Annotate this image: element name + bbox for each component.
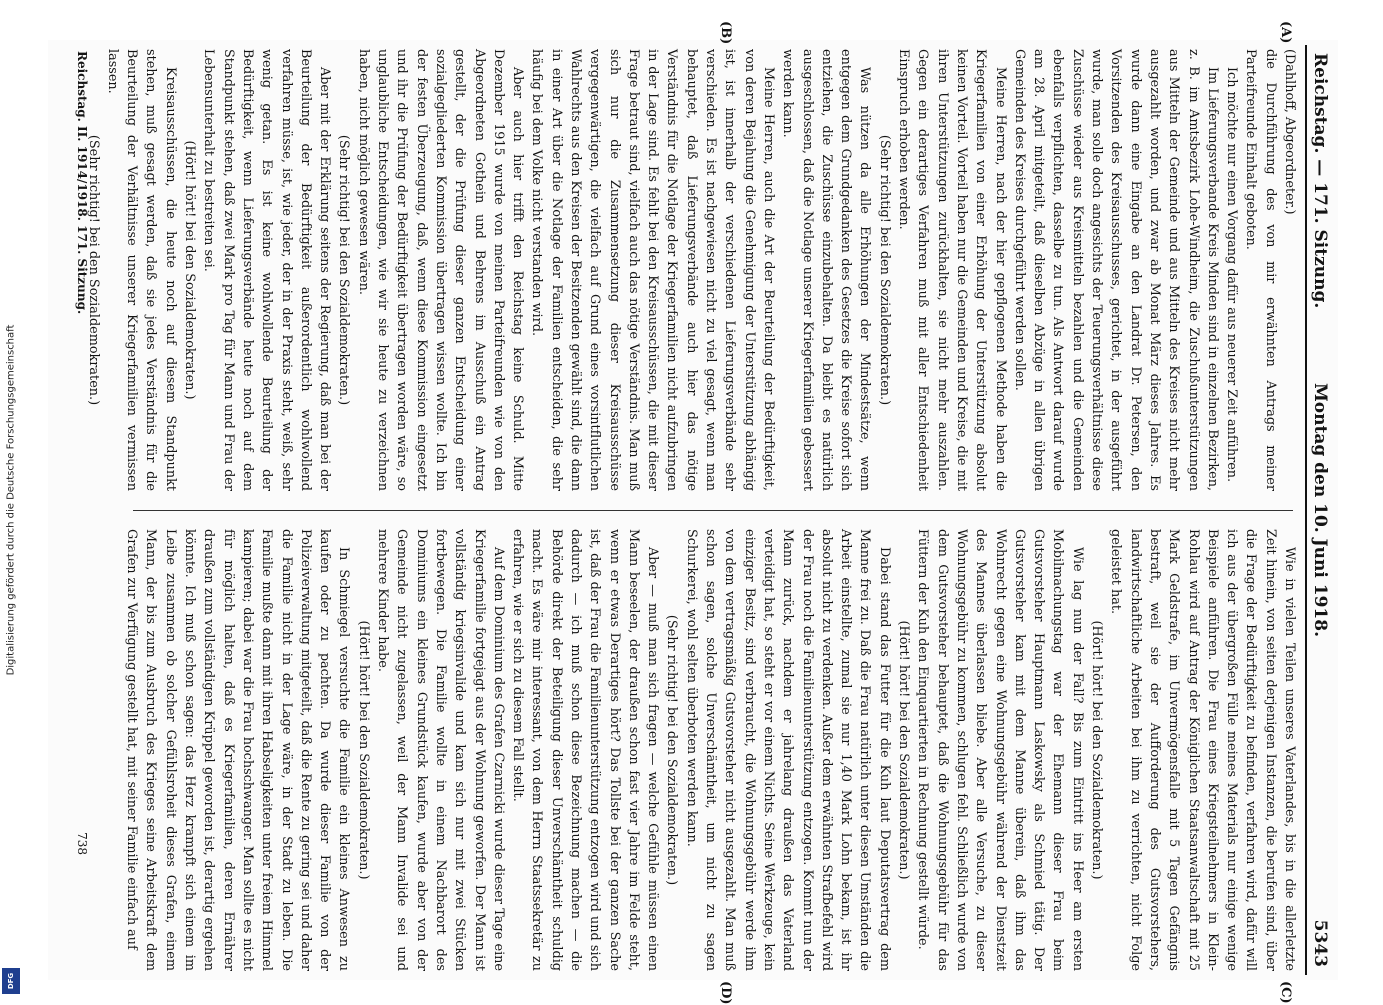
paragraph: die Durchführung des von mir erwähnten Antrags meiner Parteifreunde Einhalt geboten. [1243,49,1278,491]
paragraph: Auf dem Dominium des Grafen Czarnicki wurde dieser Tage eine Kriegerfamilie fortgejagt aus der Wohnung geworfen. Der Mann ist vollständig kriegsinvalide und kam sich nur mit zwei Stücken fortbewegen. Die Familie wollte in einem Nachbarort des Dominiums ein kleines Grundstück kaufen, wurde aber von der Gemeinde nicht zugelassen, weil der Mann Invalide sei und mehrere Kinder habe. [375,529,506,971]
paragraph: Wie lag nun der Fall? Bis zum Eintritt ins Heer am ersten Mobilmachungstag war der Ehemann dieser Frau beim Gutsvorsteher Hauptmann Laskowsky als Schmied tätig. Der Gutsvorsteher kam mit dem Manne überein, daß ihm das Wohnrecht gegen eine Wohnungsgebühr während der Dienstzeit des Mannes überlassen bliebe. Aber alle Versuche, zu dieser Wohnungsgebühr zu kommen, schlugen fehl. Schließlich wurde von dem Gutsvorsteher behauptet, daß die Wohnungsgebühr für das Füttern der Kuh den Einquartierten in Rechnung gestellt würde. [915,529,1085,971]
footer-session: Reichstag. II. 1914/1918. 171. Sitzung. [75,51,89,315]
right-column [99,529,1299,971]
paragraph: Meine Herren, nach der hier gepflogenen Methode haben die Kriegerfamilien von einer Erhöhung der Unterstützung absolut keinen Vorteil. Vorteil haben nur die Gemeinden und Kreise, die mit ihren Unterstützungen zurückhalten, sie nicht mehr auszahlen. Gegen ein derartiges Verfahren muß mit aller Entschiedenheit Einspruch erhoben werden. [896,49,1008,491]
interjection: (Sehr richtig! bei den Sozialdemokraten.) [664,614,680,886]
page-content [53,21,1333,1005]
margin-mark-c: (C) [1278,981,1293,1004]
page-footer [67,45,89,975]
header-page-number: 5343 [1310,919,1330,967]
margin-mark-d: (D) [718,981,733,1005]
interjection: (Hört! hört! bei den Sozialdemokraten.) [182,140,198,400]
dfg-logo-text: DFG [7,972,15,990]
paragraph: Was nützen da alle Erhöhungen der Mindestsätze, wenn entgegen dem Grundgedanken des Gesetzes die Kreise sofort sich entziehen, die Zuschüsse einzubehalten. Da bleibt es natürlich ausgeschlossen, daß die Notlage unserer Kriegerfamilien gebessert werden kann. [780,49,873,491]
interjection: (Sehr richtig! bei den Sozialdemokraten.) [876,134,892,406]
interjection: (Hört! hört! bei den Sozialdemokraten.) [896,620,912,880]
paragraph: Aber auch hier trifft den Reichstag keine Schuld. Mitte Dezember 1915 wurde von meinen Parteifreunden wie von den Abgeordneten Gothein und Behrens im Ausschuß ein Antrag gestellt, der die Prüfung dieser ganzen Entscheidung einer sozialgegliederten Kommission übertragen wissen wollte. Ich bin der festen Überzeugung, daß, wenn diese Kommission eingesetzt und ihr die Prüfung der Bedürftigkeit übertragen worden wäre, so unglaubliche Entscheidungen, wie wir sie heute zu verzeichnen haben, nicht möglich gewesen wären. [355,49,526,491]
paragraph: Im Lieferungsverbande Kreis Minden sind in einzelnen Bezirken, z. B. im Amtsbezirk Lohe-Windheim, die Zuschußunterstützungen aus Mitteln der Gemeinde und aus Mitteln des Kreises nicht mehr ausgezahlt worden, und zwar ab Monat März dieses Jahres. Es wurde dann eine Eingabe an den Landrat Dr. Petersen, den Vorsitzenden des Kreisausschusses, gerichtet, in der ausgeführt wurde, man solle doch angesichts der Teuerungsverhältnisse diese Zuschüsse wieder aus Kreismitteln bezahlen und die Gemeinden ebenfalls verpflichten, dasselbe zu tun. Als Antwort darauf wurde am 28. April mitgeteilt, daß dieselben Abzüge in allen übrigen Gemeinden des Kreises durchgeführt werden sollen. [1011,49,1220,491]
interjection: (Sehr richtig! bei den Sozialdemokraten.) [85,134,101,406]
paragraph: In Schmiegel versuchte die Familie ein kleines Anwesen zu kaufen oder zu pachten. Da wurde dieser Familie von der Polizeiverwaltung mitgeteilt, daß die Rente zu gering sei und daher die Familie nicht in der Lage wäre, in der Stadt zu leben. Die Familie mußte dann mit ihren Habseligkeiten unter freiem Himmel kampieren; dabei war die Frau hochschwanger. Man sollte es nicht für möglich halten, daß es Kriegerfamilien, deren Ernährer draußen zum vollständigen Krüppel geworden ist, derartig ergehen könnte. Ich muß schon sagen: das Herz krampft sich einem im Leibe zusammen ob solcher Gefühlsroheit dieses Grafen, einem Mann, der bis zum Ausbruch des Krieges seine Arbeitskraft dem Grafen zur Verfügung gestellt hat, mit seiner Familie einfach auf [124,529,352,971]
margin-mark-b: (B) [718,21,733,45]
paragraph: Dabei stand das Futter für die Kuh laut Deputatsvertrag dem Manne frei zu. Daß die Frau natürlich unter diesen Umständen die Arbeit einstellte, zumal sie nur 1,40 Mark Lohn bekam, ist ihr absolut nicht zu verdenken. Außer dem erwähnten Strafbefehl wird der Frau noch die Familienunterstützung entzogen. Kommt nun der Mann zurück, nachdem er jahrelang draußen das Vaterland verteidigt hat, so steht er vor einem Nichts. Seine Werkzeuge, kein einziger Besitz, sind verbraucht, die Wohnungsgebühr werde ihm von dem vertragsmäßig Gutsvorsteher nicht ausgezahlt. Man muß schon sagen, solche Unverschämtheit, um nicht zu sagen Schurkerei, wohl selten überboten werden kann. [683,529,892,971]
paragraph: Kreisausschüssen, die heute noch auf diesem Standpunkt stehen, muß gesagt werden, daß sie jedes Verständnis für die Beurteilung der Verhältnisse unserer Kriegerfamilien vermissen lassen. [104,49,178,491]
left-column [85,49,1299,491]
footer-sheet-number: 738 [75,832,89,855]
paragraph: Aber — muß man sich fragen — welche Gefühle müssen einen Mann beseelen, der draußen schon fast vier Jahre im Felde steht, wenn er etwas Derartiges hört? Das Tollste bei der ganzen Sache ist, daß der Frau die Familienunterstützung entzogen wird und sich dadurch — ich muß schon diese Bezeichnung machen — die Behörde direkt der Beteiligung dieser Unverschämtheit schuldig macht. Es wäre mir interessant, von dem Herrn Staatssekretär zu erfahren, wie er sich zu diesem Fall stellt. [510,529,661,971]
interjection: (Hört! hört! bei den Sozialdemokraten.) [355,620,371,880]
header-date: Montag den 10. Juni 1918. [1310,382,1330,638]
page-header [1305,45,1333,975]
paragraph: Wie in vielen Teilen unseres Vaterlandes, bis in die allerletzte Zeit hinein, von seiten derjenigen Instanzen, die berufen sind, über die Frage der Bedürftigkeit zu befinden, verfahren wird, dafür will ich aus der übergroßen Fülle meines Materials nur einige wenige Beispiele anführen. Die Frau eines Kriegsteilnehmers in Klein-Rohlau wird auf Antrag der Königlichen Staatsanwaltschaft mit 25 Mark Geldstrafe, im Unvermögensfalle mit 5 Tagen Gefängnis bestraft, weil sie der Aufforderung des Gutsvorstehers, landwirtschaftliche Arbeiten bei ihm zu verrichten, nicht Folge geleistet hat. [1108,529,1297,971]
funding-notice: Digitalisierung gefördert durch die Deutsche Forschungsgemeinschaft [5,324,17,676]
paragraph: Aber mit der Erklärung seitens der Regierung, daß man bei der Beurteilung der Bedürftigkeit außerordentlich wohlwollend verfahren müsse, ist, wie jeder, der in der Praxis steht, weiß, sehr wenig getan. Es ist keine wohlwollende Beurteilung der Bedürftigkeit, wenn Lieferungsverbände heute noch auf dem Standpunkt stehen, daß zwei Mark pro Tag für Mann und Frau der Lebensunterhalt zu bestreiten sei. [201,49,333,491]
funding-strip [0,0,22,1000]
column-divider [133,510,1293,511]
paragraph: (Dahlhoff, Abgeordneter.) [1282,49,1297,215]
paragraph: Meine Herren, auch die Art der Beurteilung der Bedürftigkeit, von deren Bejahung die Genehmigung der Unterstützung abhängig ist, ist innerhalb der verschiedenen Lieferungsverbände sehr verschieden. Es ist nachgewiesen nicht zu viel gesagt, wenn man behauptet, daß Lieferungsverbände auch hier das nötige Verständnis für die Notlage der Kriegerfamilien nicht aufzubringen in der Lage sind. Es fehlt bei den Kreisausschüssen, die mit dieser Frage betraut sind, vielfach auch das nötige Verständnis. Man muß sich nur die Zusammensetzung dieser Kreisausschüsse vergegenwärtigen, die vielfach auf Grund eines vorsintflutlichen Wahlrechts aus den Kreisen der Besitzenden gewählt sind, die dann in einer Art über die Notlage der Familien entscheiden, die sehr häufig bei dem Volke nicht verstanden wird. [529,49,776,491]
interjection: (Sehr richtig! bei den Sozialdemokraten.) [336,134,352,406]
dfg-logo [2,968,20,994]
margin-mark-a: (A) [1278,21,1293,44]
header-session: Reichstag. — 171. Sitzung. [1310,53,1330,309]
interjection: (Hört! hört! bei den Sozialdemokraten.) [1089,620,1105,880]
paragraph: Ich möchte nur einen Vorgang dafür aus neuerer Zeit anführen. [1224,67,1240,483]
scanned-page [48,21,1338,1005]
